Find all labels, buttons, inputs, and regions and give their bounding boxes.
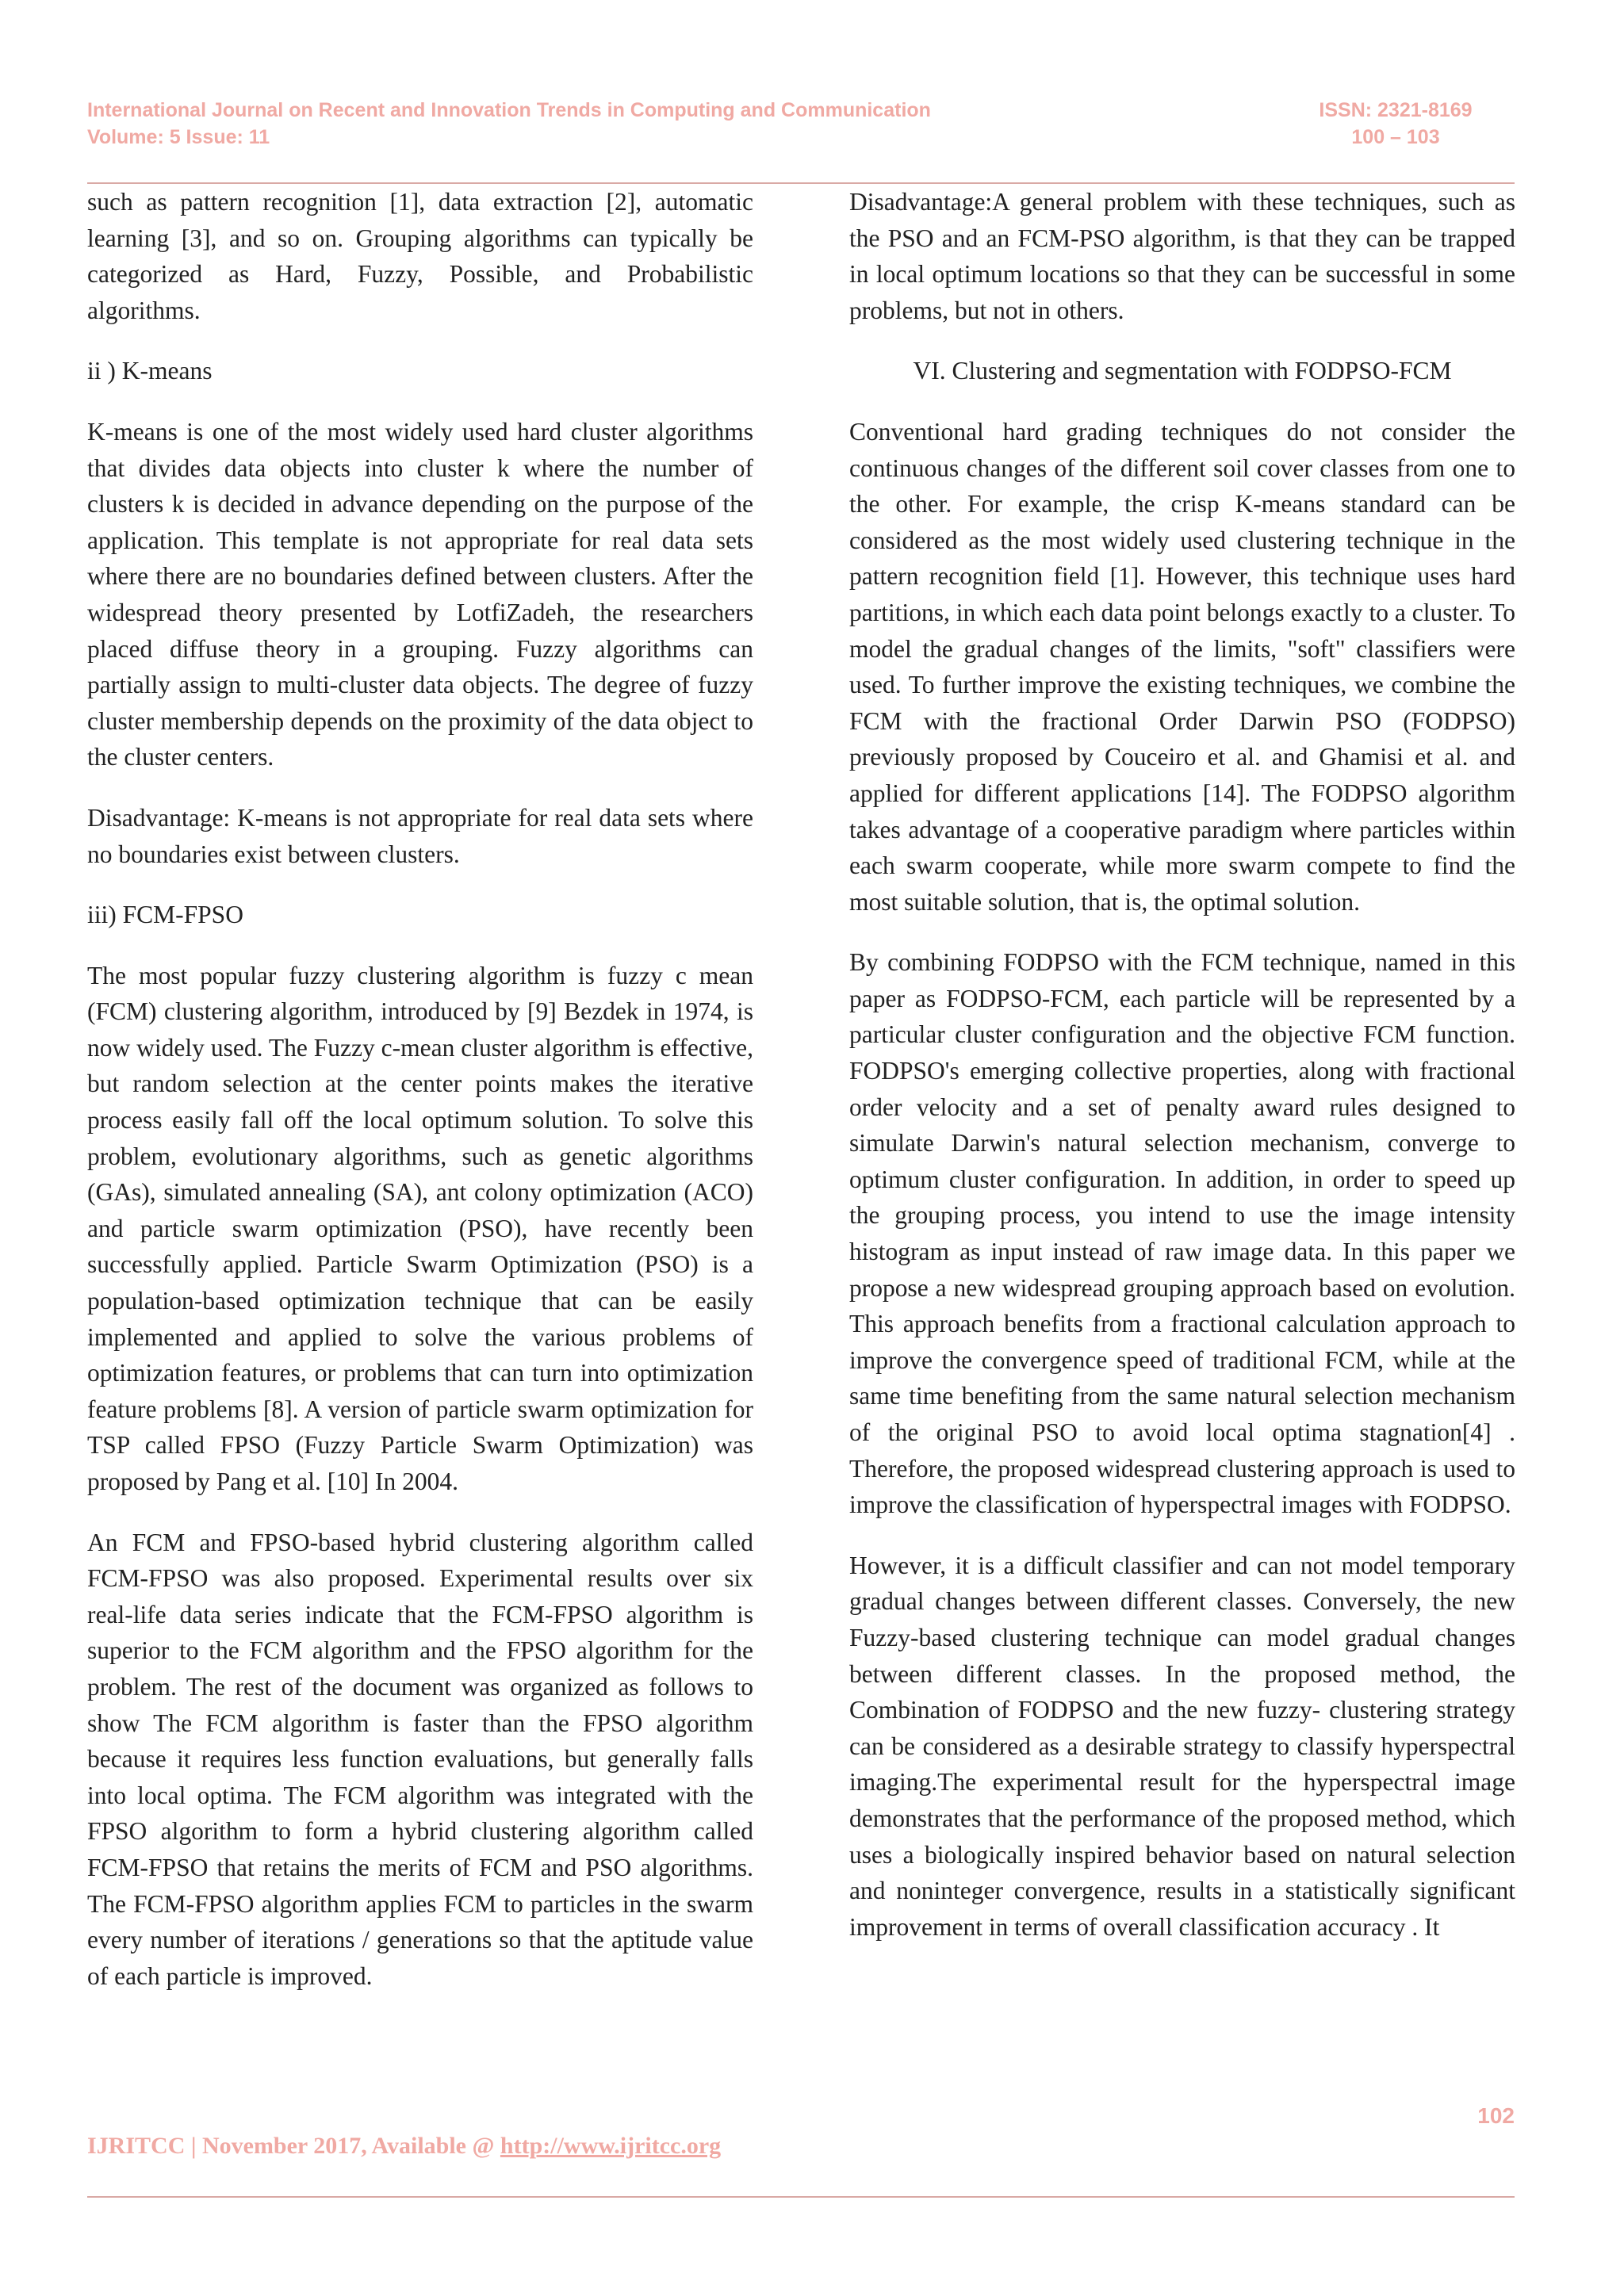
journal-info: [87, 97, 1197, 151]
journal-website-link[interactable]: http://www.ijritcc.org: [500, 2133, 722, 2159]
issn-info: [1277, 97, 1515, 151]
right-column: [849, 184, 1515, 1969]
journal-title: International Journal on Recent and Innovation Trends in Computing and Communication: [87, 99, 931, 121]
paragraph: By combining FODPSO with the FCM technique, named in this paper as FODPSO-FCM, each particle will be represented by a particular cluster configuration and the objective FCM function. FODPSO's emerging collective properties, along with fractional order velocity and a set of penalty award rules designed to simulate Darwin's natural selection mechanism, converge to optimum cluster configuration. In addition, in order to speed up the grouping process, you intend to use the image intensity histogram as input instead of raw image data. In this paper we propose a new widespread grouping approach based on evolution. This approach benefits from a fractional calculation approach to improve the convergence speed of traditional FCM, while at the same time benefiting from the same natural selection mechanism of the original PSO to avoid local optima stagnation[4] . Therefore, the proposed widespread clustering approach is used to improve the classification of hyperspectral images with FODPSO.: [849, 948, 1515, 1519]
issn: ISSN: 2321-8169: [1319, 99, 1473, 121]
volume-issue: Volume: 5 Issue: 11: [87, 126, 270, 148]
subsection-heading-fcm-fpso: iii) FCM-FPSO: [87, 901, 243, 929]
footer-divider: [87, 2196, 1515, 2198]
left-column: [87, 184, 753, 2019]
paragraph: Disadvantage: K-means is not appropriate for real data sets where no boundaries exist between clusters.: [87, 803, 753, 868]
paragraph: Disadvantage:A general problem with these techniques, such as the PSO and an FCM-PSO algorithm, is that they can be trapped in local optimum locations so that they can be successful in some problems, but not in others.: [849, 188, 1515, 324]
paragraph: However, it is a difficult classifier and can not model temporary gradual changes between different classes. Conversely, the new Fuzzy-based clustering technique can model gradual changes between different classes. In the proposed method, the Combination of FODPSO and the new fuzzy- clustering strategy can be considered as a desirable strategy to classify hyperspectral imaging.The experimental result for the hyperspectral image demonstrates that the performance of the proposed method, which uses a biologically inspired behavior based on natural selection and noninteger convergence, results in a statistically significant improvement in terms of overall classification accuracy . It: [849, 1551, 1515, 1941]
page-footer: [87, 2133, 721, 2160]
page-range: 100 – 103: [1351, 126, 1440, 148]
paragraph: K-means is one of the most widely used hard cluster algorithms that divides data objects into cluster k where the number of clusters k is decided in advance depending on the purpose of the application. This template is not appropriate for real data sets where there are no boundaries defined between clusters. After the widespread theory presented by LotfiZadeh, the researchers placed diffuse theory in a grouping. Fuzzy algorithms can partially assign to multi-cluster data objects. The degree of fuzzy cluster membership depends on the proximity of the data object to the cluster centers.: [87, 417, 753, 771]
section-heading-vi: VI. Clustering and segmentation with FODPSO-FCM: [913, 357, 1452, 385]
page-number: 102: [1477, 2103, 1515, 2128]
paragraph: The most popular fuzzy clustering algorithm is fuzzy c mean (FCM) clustering algorithm, introduced by [9] Bezdek in 1974, is now widely used. The Fuzzy c-mean cluster algorithm is effective, but random selection at the center points makes the iterative process easily fall off the local optimum solution. To solve this problem, evolutionary algorithms, such as genetic algorithms (GAs), simulated annealing (SA), ant colony optimization (ACO) and particle swarm optimization (PSO), have recently been successfully applied. Particle Swarm Optimization (PSO) is a population-based optimization technique that can be easily implemented and applied to solve the various problems of optimization features, or problems that can turn into optimization feature problems [8]. A version of particle swarm optimization for TSP called FPSO (Fuzzy Particle Swarm Optimization) was proposed by Pang et al. [10] In 2004.: [87, 961, 753, 1495]
footer-credit: IJRITCC | November 2017, Available @: [87, 2133, 500, 2159]
paragraph: An FCM and FPSO-based hybrid clustering algorithm called FCM-FPSO was also proposed. Experimental results over six real-life data series indicate that the FCM-FPSO algorithm is superior to the FCM algorithm and the FPSO algorithm for the problem. The rest of the document was organized as follows to show The FCM algorithm is faster than the FPSO algorithm because it requires less function evaluations, but generally falls into local optima. The FCM algorithm was integrated with the FPSO algorithm to form a hybrid clustering algorithm called FCM-FPSO that retains the merits of FCM and PSO algorithms. The FCM-FPSO algorithm applies FCM to particles in the swarm every number of iterations / generations so that the aptitude value of each particle is improved.: [87, 1528, 753, 1990]
subsection-heading-kmeans: ii ) K-means: [87, 357, 213, 385]
paragraph: Conventional hard grading techniques do not consider the continuous changes of the different soil cover classes from one to the other. For example, the crisp K-means standard can be considered as the most widely used clustering technique in the pattern recognition field [1]. However, this technique uses hard partitions, in which each data point belongs exactly to a cluster. To model the gradual changes of the limits, "soft" classifiers were used. To further improve the existing techniques, we combine the FCM with the fractional Order Darwin PSO (FODPSO) previously proposed by Couceiro et al. and Ghamisi et al. and applied for different applications [14]. The FODPSO algorithm takes advantage of a cooperative paradigm where particles within each swarm cooperate, while more swarm compete to find the most suitable solution, that is, the optimal solution.: [849, 417, 1515, 916]
paragraph: such as pattern recognition [1], data extraction [2], automatic learning [3], and so on. Grouping algorithms can typically be categorized as Hard, Fuzzy, Possible, and Probabilistic algorithms.: [87, 188, 753, 324]
